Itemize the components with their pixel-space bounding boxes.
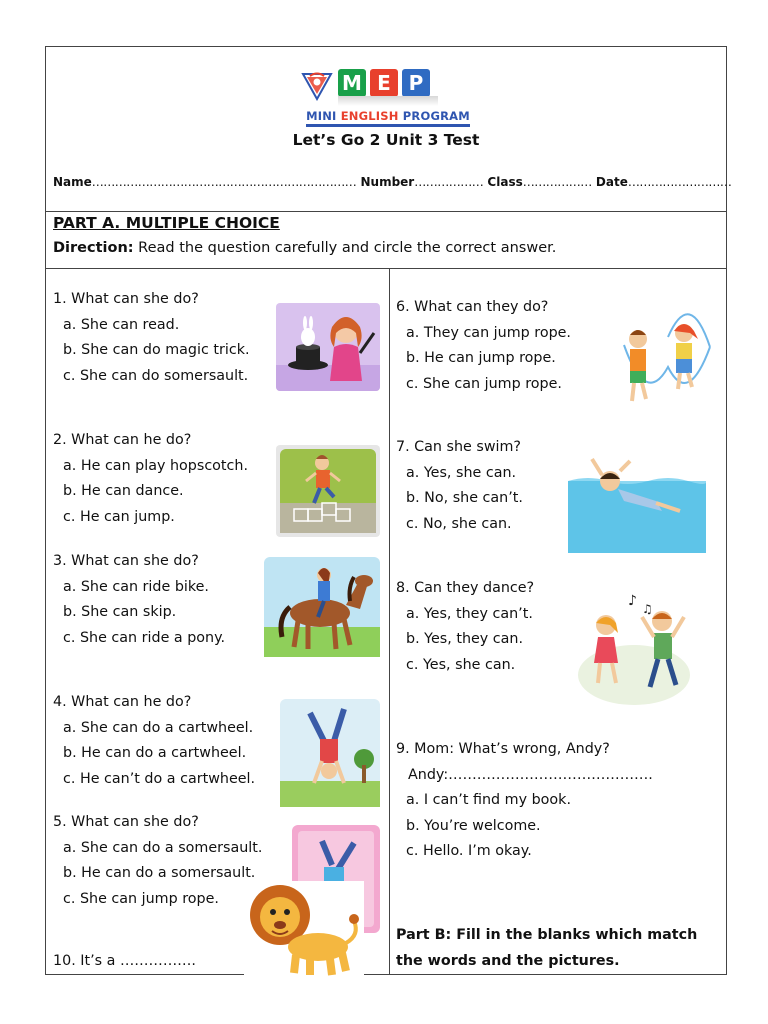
logo-e-block: E — [370, 69, 398, 97]
option-b[interactable]: b. He can do a somersault. — [63, 865, 256, 881]
dancing-picture — [570, 583, 704, 713]
program-name-part-1: MINI — [306, 109, 341, 123]
test-sheet — [45, 46, 732, 975]
part-b-heading — [396, 922, 724, 974]
question-1 — [53, 287, 250, 389]
option-a[interactable]: a. Yes, they can’t. — [406, 605, 533, 622]
question-text: 4. What can he do? — [53, 694, 192, 710]
option-c[interactable]: c. He can jump. — [63, 508, 175, 525]
question-text: 6. What can they do? — [396, 299, 549, 315]
option-c[interactable]: c. Hello. I’m okay. — [406, 843, 532, 859]
question-8 — [396, 576, 534, 678]
magic-trick-picture — [276, 303, 380, 391]
question-10[interactable]: 10. It’s a ……………. — [53, 953, 196, 969]
program-name-part-2: ENGLISH — [340, 109, 399, 123]
hopscotch-picture — [276, 445, 380, 537]
option-a[interactable]: a. I can’t find my book. — [406, 792, 572, 808]
option-b[interactable]: b. You’re welcome. — [406, 817, 541, 834]
mep-logo — [300, 67, 476, 129]
option-b[interactable]: b. He can jump rope. — [406, 350, 556, 366]
question-2 — [53, 428, 248, 530]
question-5 — [53, 810, 262, 912]
option-c[interactable]: c. She can ride a pony. — [63, 629, 226, 646]
question-text: 7. Can she swim? — [396, 439, 522, 455]
answer-blank[interactable]: Andy:……………………………………. — [408, 766, 653, 783]
question-text: 2. What can he do? — [53, 432, 192, 448]
option-c[interactable]: c. No, she can. — [406, 515, 512, 532]
option-b[interactable]: b. No, she can’t. — [406, 490, 523, 506]
divider — [46, 268, 726, 269]
option-c[interactable]: c. Yes, she can. — [406, 656, 516, 673]
option-b[interactable]: b. He can do a cartwheel. — [63, 745, 247, 761]
student-info-row — [53, 175, 731, 189]
column-divider — [389, 268, 390, 974]
option-c[interactable]: c. She can do somersault. — [63, 367, 249, 384]
option-b[interactable]: b. He can dance. — [63, 483, 184, 499]
part-a-heading: PART A. MULTIPLE CHOICE — [53, 214, 280, 232]
question-3 — [53, 549, 225, 651]
part-b-line-1: Part B: Fill in the blanks which match — [396, 927, 698, 943]
divider — [46, 211, 726, 212]
program-name — [304, 109, 472, 123]
date-blank[interactable]: ……………………… — [627, 175, 732, 189]
question-text: 9. Mom: What’s wrong, Andy? — [396, 741, 610, 757]
number-blank[interactable]: ……………… — [414, 175, 484, 189]
jump-rope-picture — [606, 297, 724, 411]
question-6 — [396, 295, 571, 397]
name-label: Name — [53, 175, 92, 189]
swimming-picture — [568, 441, 706, 553]
option-b[interactable]: b. She can skip. — [63, 604, 177, 620]
class-label: Class — [487, 175, 523, 189]
logo-reflection — [338, 96, 438, 106]
option-c[interactable]: c. She can jump rope. — [63, 890, 219, 907]
option-a[interactable]: a. Yes, she can. — [406, 464, 517, 481]
option-a[interactable]: a. She can do a somersault. — [63, 839, 263, 856]
part-b-line-2: the words and the pictures. — [396, 953, 620, 969]
svg-text:♪: ♪ — [628, 593, 637, 609]
option-a[interactable]: a. She can read. — [63, 316, 180, 333]
svg-text:♫: ♫ — [642, 602, 653, 616]
logo-m-block: M — [338, 69, 366, 97]
option-c[interactable]: c. She can jump rope. — [406, 375, 562, 392]
test-title: Let’s Go 2 Unit 3 Test — [292, 131, 480, 149]
option-a[interactable]: a. She can ride bike. — [63, 578, 209, 595]
program-underline — [306, 124, 470, 127]
option-b[interactable]: b. Yes, they can. — [406, 631, 524, 647]
class-blank[interactable]: ……………… — [522, 175, 592, 189]
pony-ride-picture — [264, 557, 380, 657]
logo-p-block: P — [402, 69, 430, 97]
program-name-part-3: PROGRAM — [398, 109, 470, 123]
option-a[interactable]: a. They can jump rope. — [406, 324, 571, 341]
question-text: 5. What can she do? — [53, 814, 199, 830]
question-text: 8. Can they dance? — [396, 580, 535, 596]
name-blank[interactable]: …………………………………………………………… — [91, 175, 357, 189]
cartwheel-picture — [280, 699, 380, 807]
option-c[interactable]: c. He can’t do a cartwheel. — [63, 770, 256, 787]
lion-picture — [244, 881, 364, 977]
direction-text: Read the question carefully and circle the correct answer. — [133, 240, 557, 256]
option-b[interactable]: b. She can do magic trick. — [63, 342, 250, 358]
direction-line — [53, 240, 556, 256]
date-label: Date — [595, 175, 628, 189]
school-crest-icon — [300, 71, 334, 101]
number-label: Number — [360, 175, 415, 189]
option-a[interactable]: a. She can do a cartwheel. — [63, 719, 254, 736]
direction-label: Direction: — [53, 240, 134, 256]
question-4 — [53, 690, 255, 792]
question-9 — [396, 737, 653, 865]
question-7 — [396, 435, 523, 537]
question-text: 3. What can she do? — [53, 553, 199, 569]
question-text: 1. What can she do? — [53, 291, 199, 307]
option-a[interactable]: a. He can play hopscotch. — [63, 457, 248, 474]
